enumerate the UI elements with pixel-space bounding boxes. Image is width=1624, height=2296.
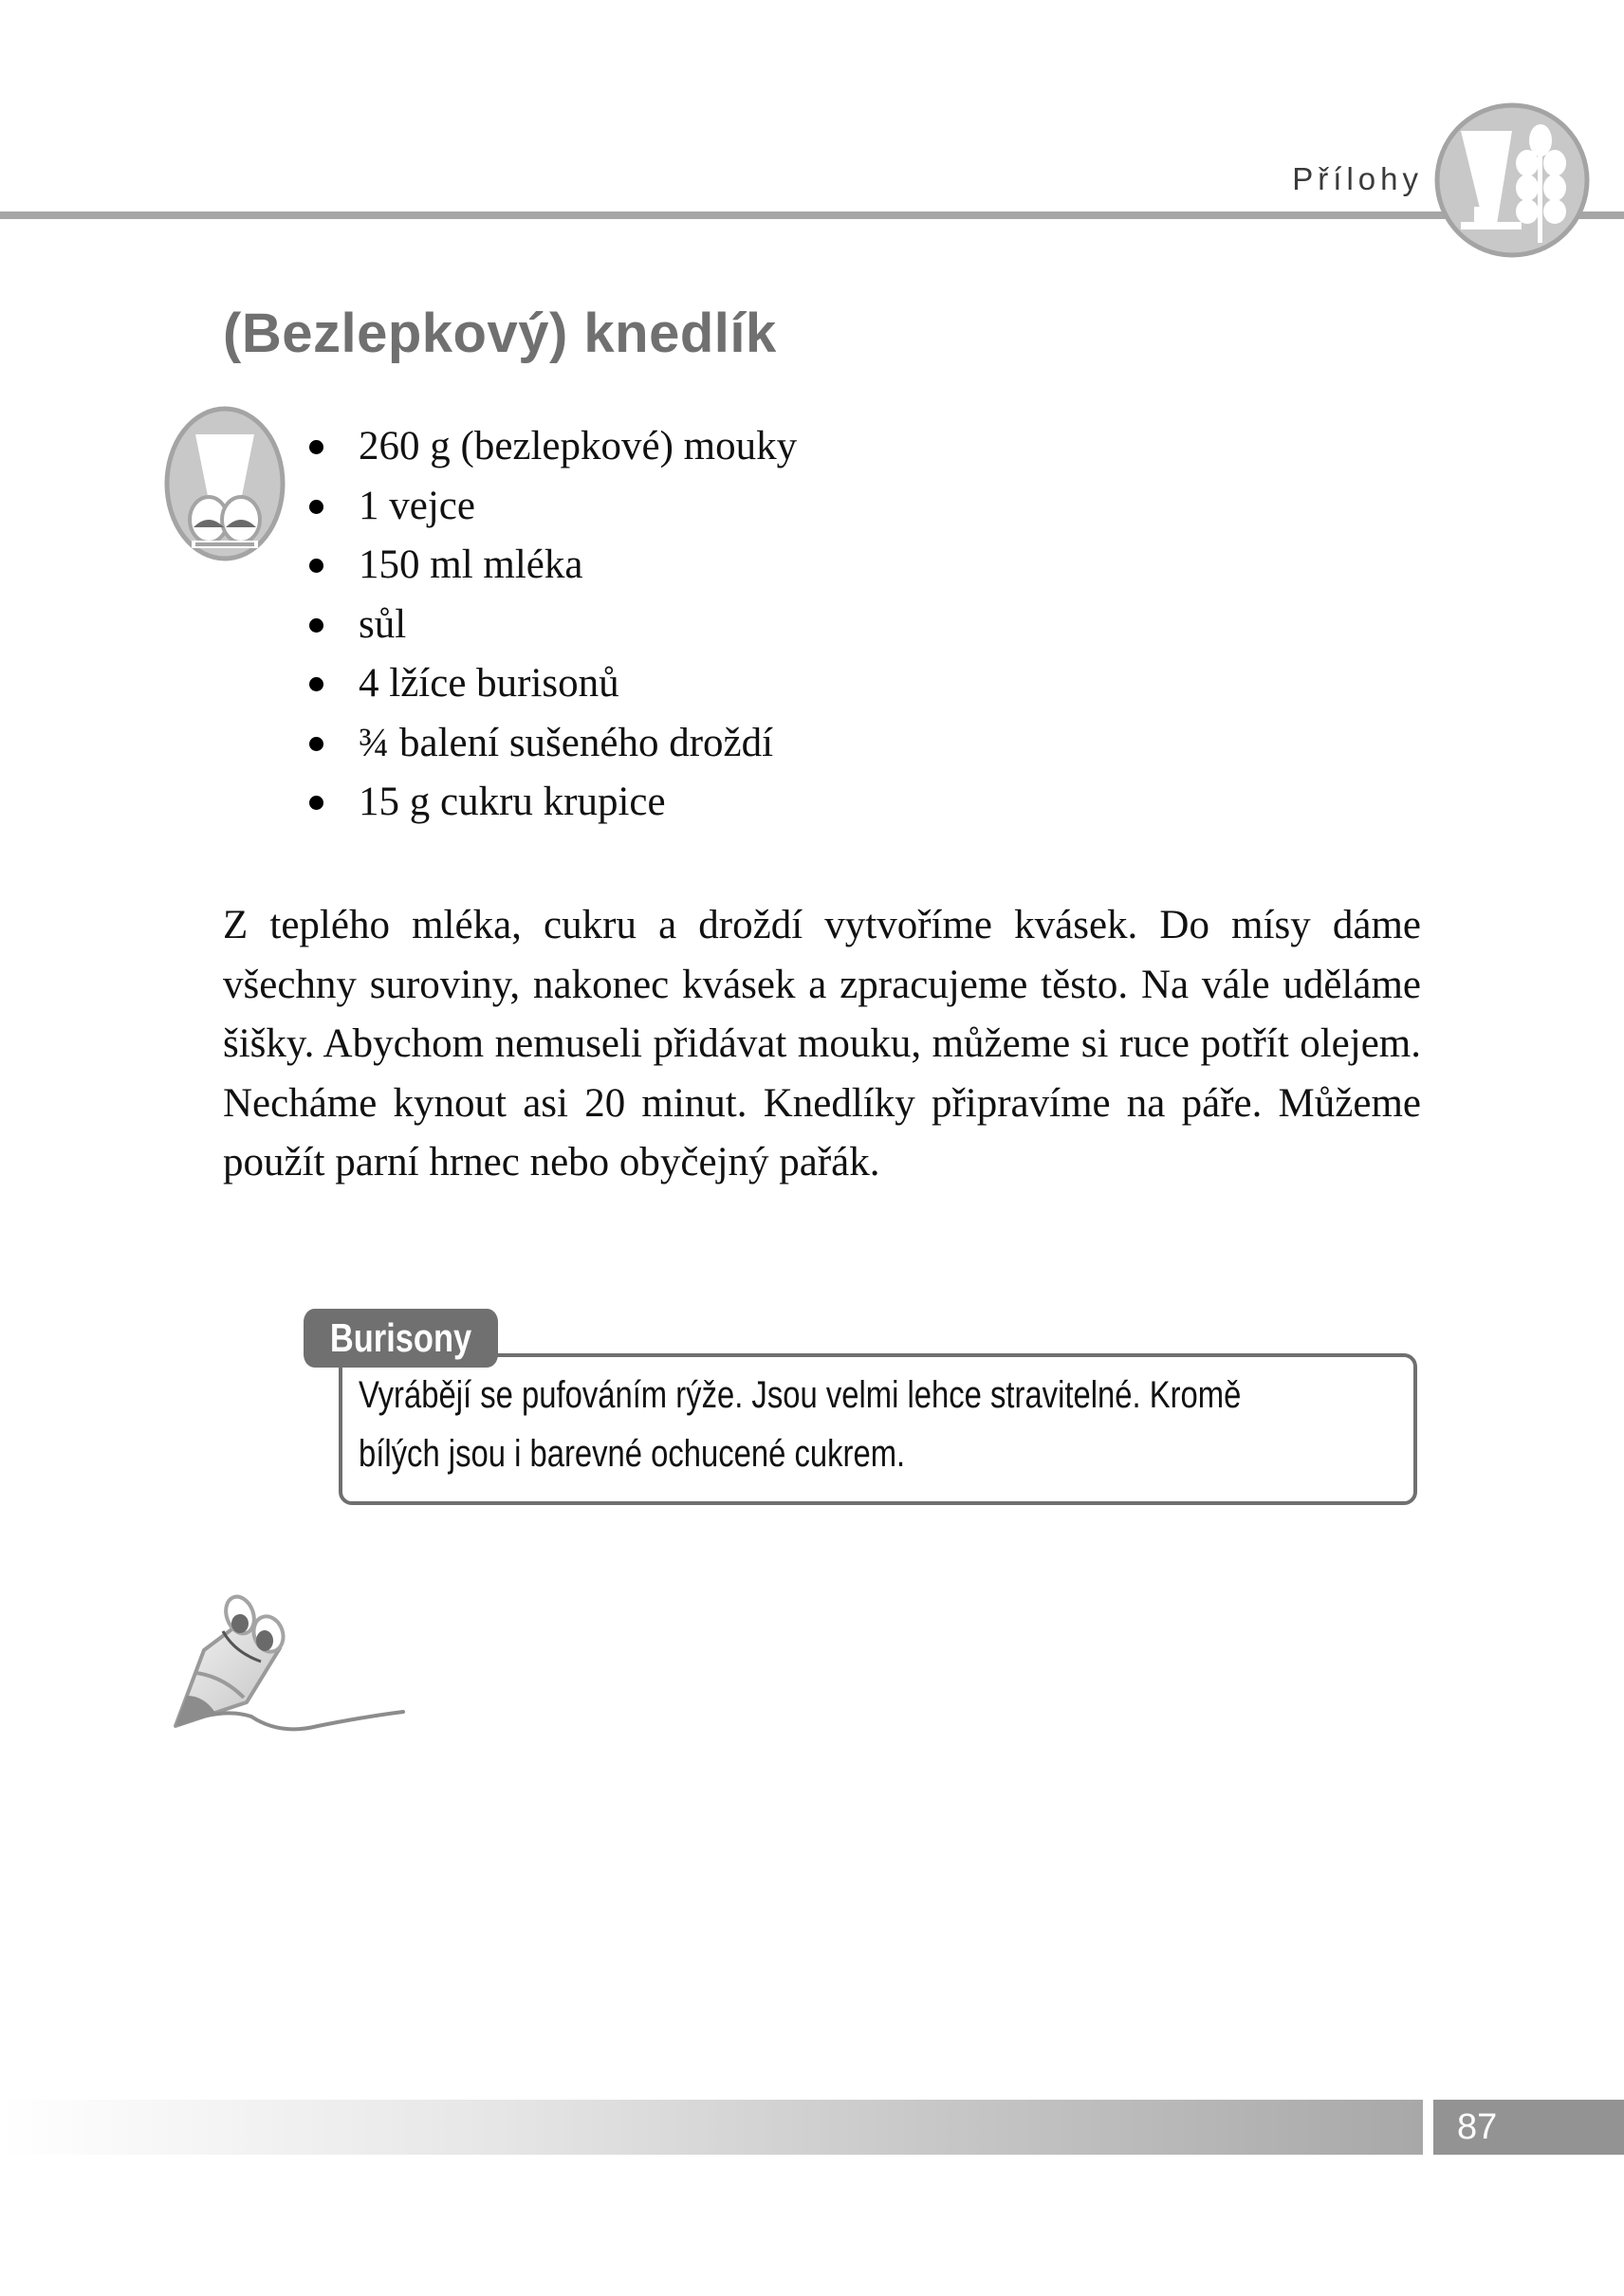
- note-text-line: Vyrábějí se pufováním rýže. Jsou velmi lehce stravitelné. Kromě: [359, 1374, 1242, 1416]
- page-number-box: [1433, 2100, 1624, 2155]
- ingredient-list: [304, 417, 797, 833]
- recipe-title: (Bezlepkový) knedlík: [223, 303, 777, 364]
- ingredient-item: 150 ml mléka: [304, 536, 797, 596]
- bullet-icon: [309, 500, 323, 514]
- footer-gradient-bar: [0, 2100, 1423, 2155]
- bullet-icon: [309, 440, 323, 454]
- bullet-icon: [309, 796, 323, 810]
- ingredient-item: 1 vejce: [304, 477, 797, 537]
- ingredient-item: ¾ balení sušeného droždí: [304, 714, 797, 774]
- ingredient-item: 4 lžíce burisonů: [304, 654, 797, 714]
- bullet-icon: [309, 618, 323, 633]
- bullet-icon: [309, 737, 323, 751]
- header-rule: [0, 211, 1624, 219]
- ingredient-item: 15 g cukru krupice: [304, 773, 797, 833]
- note-text: [359, 1366, 1246, 1483]
- gluten-free-mascot-icon: [163, 406, 286, 562]
- bullet-icon: [309, 677, 323, 691]
- grain-glass-icon: [1434, 102, 1590, 258]
- page-number: 87: [1457, 2107, 1498, 2147]
- recipe-instructions: Z teplého mléka, cukru a droždí vytvoříme kvásek. Do mísy dáme všechny suroviny, nakonec kvásek a zpracujeme těsto. Na vále uděláme šišky. Abychom nemuseli přidávat mouku, můžeme si ruce potřít olejem. Necháme kynout asi 20 minut. Knedlíky připravíme na páře. Můžeme použít parní hrnec nebo obyčejný pařák.: [223, 903, 1421, 1185]
- note-text-line: bílých jsou i barevné ochucené cukrem.: [359, 1433, 906, 1475]
- ingredient-item: 260 g (bezlepkové) mouky: [304, 417, 797, 477]
- note-title: Burisony: [304, 1309, 498, 1368]
- section-label: Přílohy: [1292, 161, 1423, 196]
- bullet-icon: [309, 559, 323, 573]
- pencil-mascot-icon: [166, 1584, 413, 1736]
- ingredient-item: sůl: [304, 596, 797, 655]
